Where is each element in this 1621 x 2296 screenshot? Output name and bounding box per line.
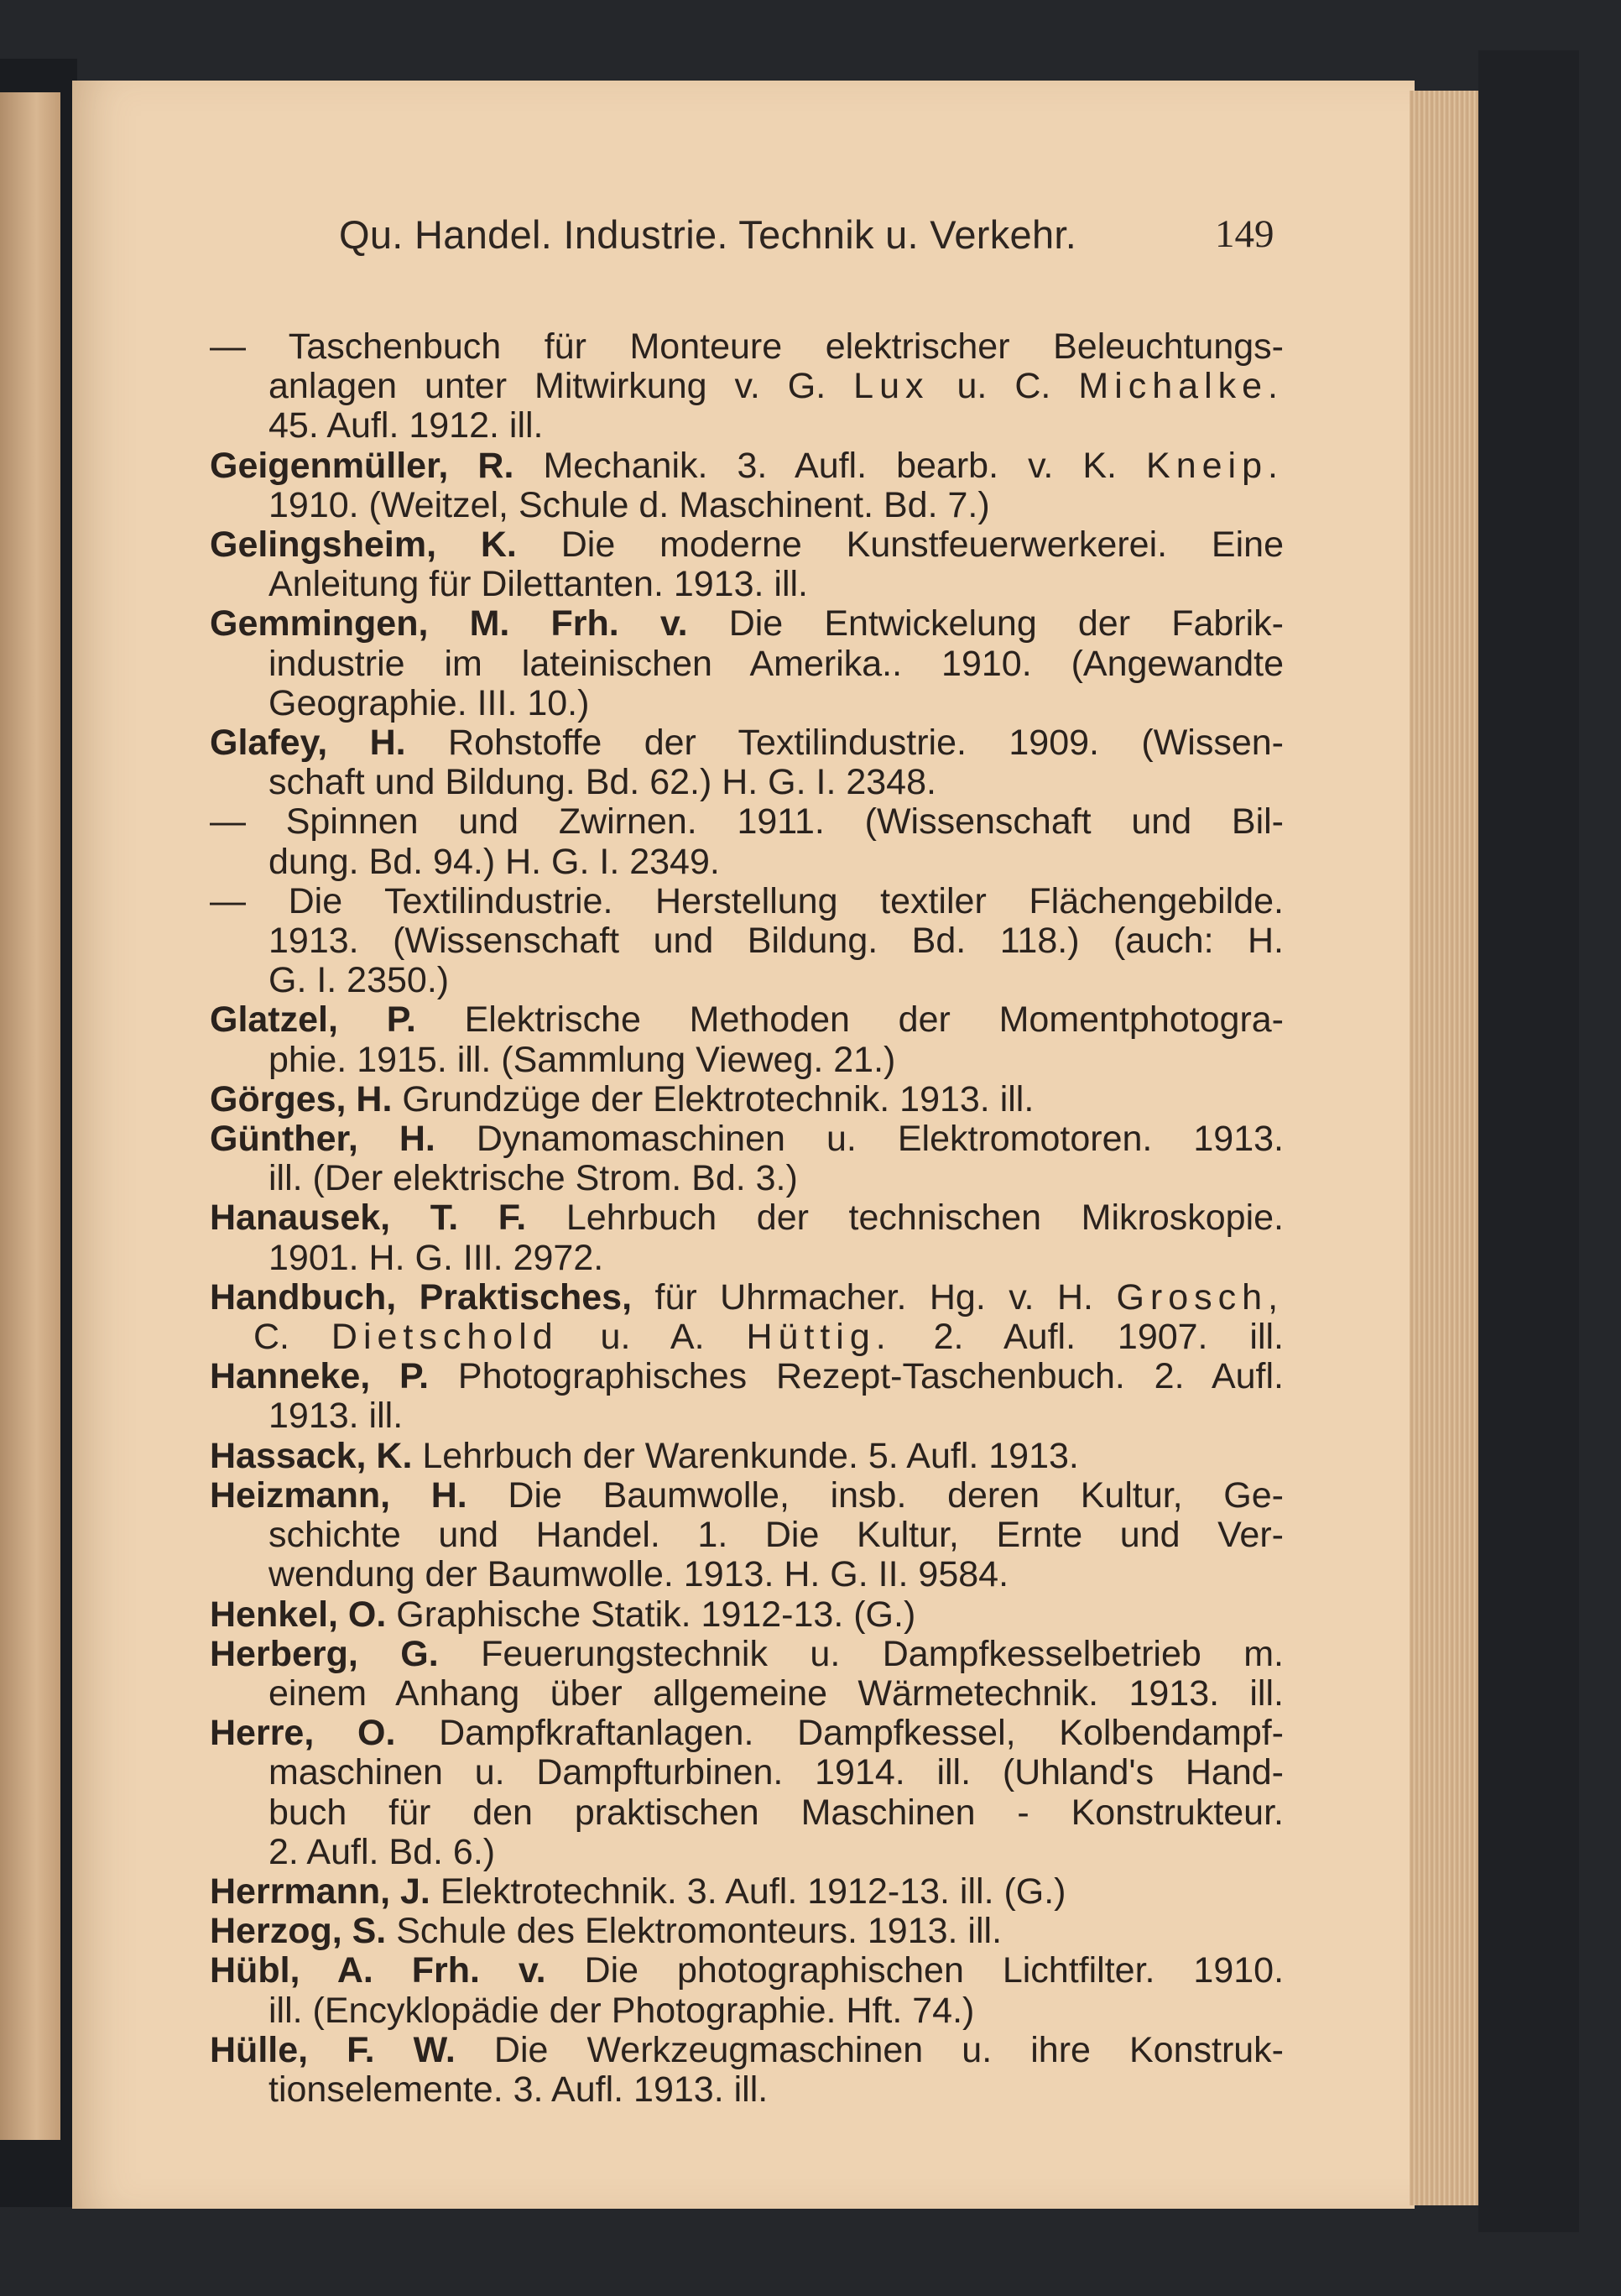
text-line: Hassack, K. Lehrbuch der Warenkunde. 5. Aufl. 1913. bbox=[210, 1435, 1079, 1476]
text-line: Gemmingen, M. Frh. v. Die Entwickelung der Fabrik- bbox=[210, 603, 1284, 644]
text-line: industrie im lateinischen Amerika.. 1910. (Angewandte bbox=[268, 643, 1284, 684]
entry-author: Hanausek, T. F. bbox=[210, 1198, 527, 1239]
running-head: Qu. Handel. Industrie. Technik u. Verkehr. bbox=[339, 212, 1077, 257]
text-line: Hülle, F. W. Die Werkzeugmaschinen u. ihre Konstruk- bbox=[210, 2029, 1285, 2070]
text-line: Glafey, H. Rohstoffe der Textilindustrie. 1909. (Wissen- bbox=[210, 723, 1284, 764]
entry-author: Heizmann, H. bbox=[210, 1474, 467, 1516]
entry-author: Hanneke, P. bbox=[210, 1356, 430, 1397]
text-line: C. Dietschold u. A. Hüttig. 2. Aufl. 1907. ill. bbox=[253, 1317, 1284, 1358]
text-line: schaft und Bildung. Bd. 62.) H. G. I. 2348. bbox=[268, 762, 936, 803]
entry-author: Glatzel, P. bbox=[210, 999, 416, 1041]
text-line: Herberg, G. Feuerungstechnik u. Dampfkesselbetrieb m. bbox=[210, 1633, 1284, 1674]
previous-page-edge bbox=[0, 92, 60, 2140]
entry-author: Herzog, S. bbox=[210, 1911, 387, 1952]
book-cover-right bbox=[1478, 50, 1579, 2232]
text-line: Herrmann, J. Elektrotechnik. 3. Aufl. 1912-13. ill. (G.) bbox=[210, 1871, 1066, 1912]
text-line: Henkel, O. Graphische Statik. 1912-13. (G.) bbox=[210, 1594, 916, 1635]
text-line: 2. Aufl. Bd. 6.) bbox=[268, 1831, 496, 1872]
entry-author: Hassack, K. bbox=[210, 1435, 413, 1476]
text-line: wendung der Baumwolle. 1913. H. G. II. 9584. bbox=[268, 1554, 1009, 1595]
text-line: 1910. (Weitzel, Schule d. Maschinent. Bd. 7.) bbox=[268, 484, 990, 525]
text-line: tionselemente. 3. Aufl. 1913. ill. bbox=[268, 2069, 769, 2110]
entry-author: Gemmingen, M. Frh. v. bbox=[210, 603, 688, 644]
text-line: — Taschenbuch für Monteure elektrischer Beleuchtungs- bbox=[210, 326, 1284, 367]
text-line: 1913. (Wissenschaft und Bildung. Bd. 118.) (auch: H. bbox=[268, 921, 1284, 962]
entry-author: Herberg, G. bbox=[210, 1633, 439, 1674]
text-line: Geigenmüller, R. Mechanik. 3. Aufl. bearb. v. K. Kneip. bbox=[210, 445, 1284, 486]
entry-author: Hübl, A. Frh. v. bbox=[210, 1950, 546, 1991]
text-line: Herzog, S. Schule des Elektromonteurs. 1913. ill. bbox=[210, 1911, 1003, 1952]
bibliography-list bbox=[210, 327, 1284, 2110]
text-line: — Spinnen und Zwirnen. 1911. (Wissenschaft und Bil- bbox=[210, 801, 1284, 843]
text-line: buch für den praktischen Maschinen - Konstrukteur. bbox=[268, 1792, 1284, 1833]
page-number: 149 bbox=[1215, 212, 1274, 256]
text-line: Gelingsheim, K. Die moderne Kunstfeuerwerkerei. Eine bbox=[210, 524, 1284, 566]
entry-author: Görges, H. bbox=[210, 1078, 393, 1119]
text-line: 1901. H. G. III. 2972. bbox=[268, 1237, 604, 1278]
entry-author: Henkel, O. bbox=[210, 1594, 387, 1635]
page-block-edges bbox=[1410, 91, 1478, 2205]
text-line: Handbuch, Praktisches, für Uhrmacher. Hg. v. H. Grosch, bbox=[210, 1276, 1285, 1318]
text-line: — Die Textilindustrie. Herstellung textiler Flächengebilde. bbox=[210, 880, 1284, 921]
entry-author: Herre, O. bbox=[210, 1713, 396, 1754]
text-line: maschinen u. Dampfturbinen. 1914. ill. (Uhland's Hand- bbox=[268, 1752, 1284, 1793]
text-line: Hanausek, T. F. Lehrbuch der technischen Mikroskopie. bbox=[210, 1198, 1284, 1239]
entry-author: Glafey, H. bbox=[210, 723, 406, 764]
entry-author: Geigenmüller, R. bbox=[210, 445, 514, 486]
text-line: Anleitung für Dilettanten. 1913. ill. bbox=[268, 564, 809, 605]
entry-author: Handbuch, Praktisches, bbox=[210, 1276, 633, 1318]
text-line: dung. Bd. 94.) H. G. I. 2349. bbox=[268, 841, 720, 882]
entry-author: Hülle, F. W. bbox=[210, 2029, 456, 2070]
text-line: schichte und Handel. 1. Die Kultur, Ernte und Ver- bbox=[268, 1515, 1284, 1556]
text-line: Hanneke, P. Photographisches Rezept-Taschenbuch. 2. Aufl. bbox=[210, 1356, 1284, 1397]
text-line: ill. (Der elektrische Strom. Bd. 3.) bbox=[268, 1158, 798, 1199]
entry-author: Gelingsheim, K. bbox=[210, 524, 517, 566]
text-line: Geographie. III. 10.) bbox=[268, 682, 590, 723]
text-line: ill. (Encyklopädie der Photographie. Hft. 74.) bbox=[268, 1990, 975, 2031]
text-line: Herre, O. Dampfkraftanlagen. Dampfkessel, Kolbendampf- bbox=[210, 1713, 1285, 1754]
text-line: 45. Aufl. 1912. ill. bbox=[268, 405, 544, 446]
text-line: 1913. ill. bbox=[268, 1396, 404, 1437]
entry-author: Herrmann, J. bbox=[210, 1871, 430, 1912]
text-line: Hübl, A. Frh. v. Die photographischen Lichtfilter. 1910. bbox=[210, 1950, 1285, 1991]
text-line: Heizmann, H. Die Baumwolle, insb. deren Kultur, Ge- bbox=[210, 1474, 1284, 1516]
text-line: Glatzel, P. Elektrische Methoden der Momentphotogra- bbox=[210, 999, 1284, 1041]
text-line: anlagen unter Mitwirkung v. G. Lux u. C. Michalke. bbox=[268, 366, 1284, 407]
text-line: phie. 1915. ill. (Sammlung Vieweg. 21.) bbox=[268, 1039, 896, 1080]
text-line: Görges, H. Grundzüge der Elektrotechnik. 1913. ill. bbox=[210, 1078, 1035, 1119]
text-line: einem Anhang über allgemeine Wärmetechnik. 1913. ill. bbox=[268, 1672, 1284, 1714]
text-line: G. I. 2350.) bbox=[268, 960, 450, 1001]
text-line: Günther, H. Dynamomaschinen u. Elektromotoren. 1913. bbox=[210, 1119, 1285, 1160]
entry-author: Günther, H. bbox=[210, 1119, 435, 1160]
